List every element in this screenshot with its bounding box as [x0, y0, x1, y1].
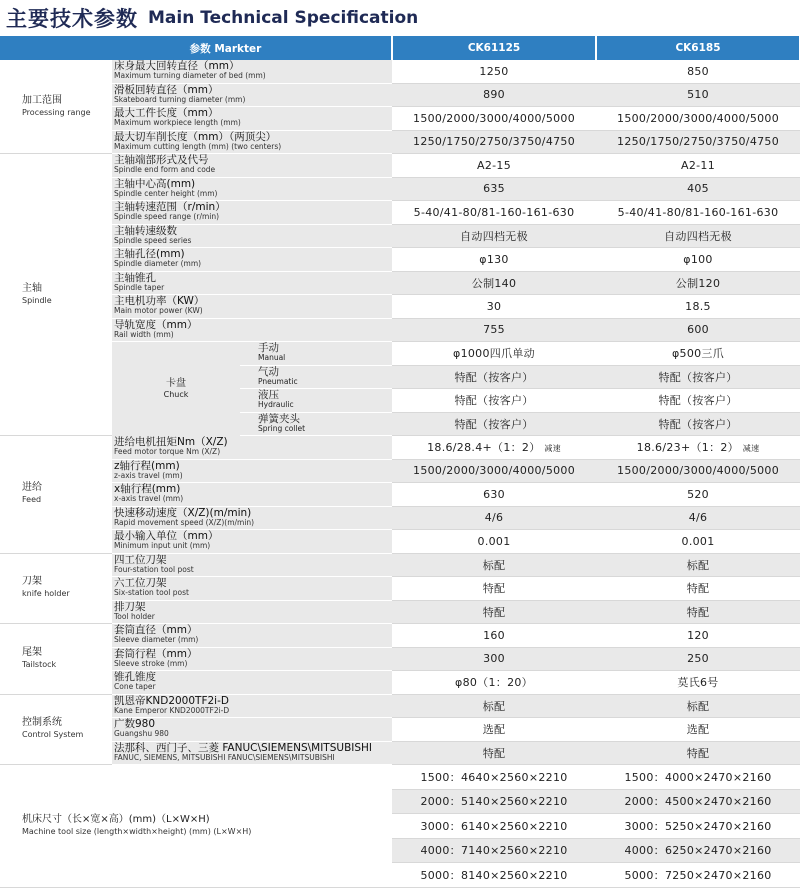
value-cell: 5-40/41-80/81-160-161-630 [392, 201, 596, 225]
value-cell: 30 [392, 295, 596, 319]
value-cell: φ1000四爪单动 [392, 342, 596, 366]
value-cell: 18.6/23+（1：2） 减速 [596, 436, 800, 460]
value-cell: 635 [392, 177, 596, 201]
header-param: 参数 Markter [0, 36, 392, 60]
table-row: 主轴锥孔 Spindle taper 公制140 公制120 [0, 271, 800, 295]
group-machine-size: 机床尺寸（长×宽×高）(mm)（L×W×H) Machine tool size (length×width×height) (mm) (L×W×H) [0, 765, 392, 888]
value-cell: 755 [392, 318, 596, 342]
value-cell: 630 [392, 483, 596, 507]
value-cell: 1500/2000/3000/4000/5000 [392, 459, 596, 483]
table-row: 加工范围 Processing range 床身最大回转直径（mm） Maximum turning diameter of bed (mm) 1250 850 [0, 60, 800, 83]
value-cell: 特配 [596, 741, 800, 765]
value-cell: 1500/2000/3000/4000/5000 [596, 107, 800, 131]
header-model-1: CK61125 [392, 36, 596, 60]
value-cell: 1250/1750/2750/3750/4750 [596, 130, 800, 154]
table-row: 六工位刀架 Six-station tool post 特配 特配 [0, 577, 800, 601]
value-cell: 1500/2000/3000/4000/5000 [392, 107, 596, 131]
value-cell: 1250 [392, 60, 596, 83]
table-row: 主轴孔径(mm) Spindle diameter (mm) φ130 φ100 [0, 248, 800, 272]
value-cell: A2-11 [596, 154, 800, 178]
group-tailstock: 尾架 Tailstock [0, 624, 112, 695]
value-cell: 5-40/41-80/81-160-161-630 [596, 201, 800, 225]
value-cell: 特配 [596, 577, 800, 601]
table-row: x轴行程(mm) x-axis travel (mm) 630 520 [0, 483, 800, 507]
value-cell: 特配 [392, 577, 596, 601]
value-cell: 120 [596, 624, 800, 648]
value-cell: A2-15 [392, 154, 596, 178]
value-cell: 4000：7140×2560×2210 [392, 838, 596, 863]
table-row: 滑板回转直径（mm） Skateboard turning diameter (mm) 890 510 [0, 83, 800, 107]
table-header [0, 36, 800, 60]
table-row: 排刀架 Tool holder 特配 特配 [0, 600, 800, 624]
value-cell: 3000：6140×2560×2210 [392, 814, 596, 839]
group-spindle: 主轴 Spindle [0, 154, 112, 436]
value-cell: 特配（按客户） [596, 389, 800, 413]
value-cell: 4/6 [596, 506, 800, 530]
spec-table [0, 36, 800, 888]
value-cell: 标配 [596, 553, 800, 577]
value-cell: 1250/1750/2750/3750/4750 [392, 130, 596, 154]
title-chinese: 主要技术参数 [6, 7, 138, 31]
value-cell: 1500：4000×2470×2160 [596, 765, 800, 790]
table-row: 主轴转速范围（r/min） Spindle speed range (r/min) 5-40/41-80/81-160-161-630 5-40/41-80/81-160-161-630 [0, 201, 800, 225]
value-cell: 标配 [596, 694, 800, 718]
value-cell: 160 [392, 624, 596, 648]
value-cell: 标配 [392, 694, 596, 718]
value-cell: 5000：8140×2560×2210 [392, 863, 596, 888]
value-cell: 250 [596, 647, 800, 671]
value-cell: 公制120 [596, 271, 800, 295]
value-cell: φ80（1：20） [392, 671, 596, 695]
table-row: 最大切车削长度（mm）（两顶尖） Maximum cutting length (mm) (two centers) 1250/1750/2750/3750/4750 1250/1750/2750/3750/4750 [0, 130, 800, 154]
value-cell: 特配（按客户） [392, 389, 596, 413]
value-cell: 选配 [596, 718, 800, 742]
chuck-label: 卡盘 Chuck [112, 342, 240, 436]
value-cell: 0.001 [392, 530, 596, 554]
value-cell: 选配 [392, 718, 596, 742]
value-cell: 18.5 [596, 295, 800, 319]
table-row: 主轴转速级数 Spindle speed series 自动四档无极 自动四档无极 [0, 224, 800, 248]
table-row: 控制系统 Control System 凯恩帝KND2000TF2i-D Kane Emperor KND2000TF2i-D 标配 标配 [0, 694, 800, 718]
group-feed: 进给 Feed [0, 436, 112, 554]
table-row: 刀架 knife holder 四工位刀架 Four-station tool post 标配 标配 [0, 553, 800, 577]
header-model-2: CK6185 [596, 36, 800, 60]
value-cell: 4000：6250×2470×2160 [596, 838, 800, 863]
page-title [0, 0, 800, 36]
value-cell: 4/6 [392, 506, 596, 530]
value-cell: 自动四档无极 [392, 224, 596, 248]
group-processing: 加工范围 Processing range [0, 60, 112, 154]
value-cell: 0.001 [596, 530, 800, 554]
value-cell: 特配 [392, 600, 596, 624]
value-cell: 自动四档无极 [596, 224, 800, 248]
value-cell: 5000：7250×2470×2160 [596, 863, 800, 888]
table-row: 弹簧夹头 Spring collet 特配（按客户） 特配（按客户） [0, 412, 800, 436]
table-row: 最小输入单位（mm） Minimum input unit (mm) 0.001 0.001 [0, 530, 800, 554]
value-cell: 2000：4500×2470×2160 [596, 789, 800, 814]
value-cell: 890 [392, 83, 596, 107]
table-row: 快速移动速度（X/Z)(m/min) Rapid movement speed (X/Z)(m/min) 4/6 4/6 [0, 506, 800, 530]
table-row: 锥孔锥度 Cone taper φ80（1：20） 莫氏6号 [0, 671, 800, 695]
value-cell: 标配 [392, 553, 596, 577]
value-cell: 特配（按客户） [392, 365, 596, 389]
value-cell: 18.6/28.4+（1：2） 减速 [392, 436, 596, 460]
value-cell: 特配 [392, 741, 596, 765]
table-row: 法那科、西门子、三菱 FANUC\SIEMENS\MITSUBISHI FANUC, SIEMENS, MITSUBISHI FANUC\SIEMENS\MITSUBISHI 特配 特配 [0, 741, 800, 765]
value-cell: 510 [596, 83, 800, 107]
value-cell: 405 [596, 177, 800, 201]
table-row: 卡盘 Chuck 手动 Manual φ1000四爪单动 φ500三爪 [0, 342, 800, 366]
value-cell: 520 [596, 483, 800, 507]
table-row: 主轴 Spindle 主轴端部形式及代号 Spindle end form and code A2-15 A2-11 [0, 154, 800, 178]
table-row: 最大工件长度（mm） Maximum workpiece length (mm) 1500/2000/3000/4000/5000 1500/2000/3000/4000/5000 [0, 107, 800, 131]
table-row: 进给 Feed 进给电机扭矩Nm（X/Z) Feed motor torque Nm (X/Z) 18.6/28.4+（1：2） 减速 18.6/23+（1：2） 减速 [0, 436, 800, 460]
table-row: z轴行程(mm) z-axis travel (mm) 1500/2000/3000/4000/5000 1500/2000/3000/4000/5000 [0, 459, 800, 483]
table-row: 套筒行程（mm） Sleeve stroke (mm) 300 250 [0, 647, 800, 671]
table-row [0, 765, 800, 790]
value-cell: 850 [596, 60, 800, 83]
value-cell: 特配（按客户） [596, 365, 800, 389]
value-cell: 600 [596, 318, 800, 342]
value-cell: φ130 [392, 248, 596, 272]
group-knife-holder: 刀架 knife holder [0, 553, 112, 624]
value-cell: 3000：5250×2470×2160 [596, 814, 800, 839]
value-cell: 300 [392, 647, 596, 671]
value-cell: 特配 [596, 600, 800, 624]
group-control-system: 控制系统 Control System [0, 694, 112, 765]
value-cell: 莫氏6号 [596, 671, 800, 695]
value-cell: φ500三爪 [596, 342, 800, 366]
table-row: 广数980 Guangshu 980 选配 选配 [0, 718, 800, 742]
value-cell: 1500/2000/3000/4000/5000 [596, 459, 800, 483]
table-row: 导轨宽度（mm） Rail width (mm) 755 600 [0, 318, 800, 342]
value-cell: φ100 [596, 248, 800, 272]
value-cell: 2000：5140×2560×2210 [392, 789, 596, 814]
table-row: 气动 Pneumatic 特配（按客户） 特配（按客户） [0, 365, 800, 389]
value-cell: 公制140 [392, 271, 596, 295]
title-english: Main Technical Specification [148, 8, 419, 28]
table-row: 主电机功率（KW） Main motor power (KW) 30 18.5 [0, 295, 800, 319]
table-row: 尾架 Tailstock 套筒直径（mm） Sleeve diameter (mm) 160 120 [0, 624, 800, 648]
table-row: 主轴中心高(mm) Spindle center height (mm) 635 405 [0, 177, 800, 201]
value-cell: 特配（按客户） [392, 412, 596, 436]
table-row: 液压 Hydraulic 特配（按客户） 特配（按客户） [0, 389, 800, 413]
value-cell: 1500：4640×2560×2210 [392, 765, 596, 790]
value-cell: 特配（按客户） [596, 412, 800, 436]
